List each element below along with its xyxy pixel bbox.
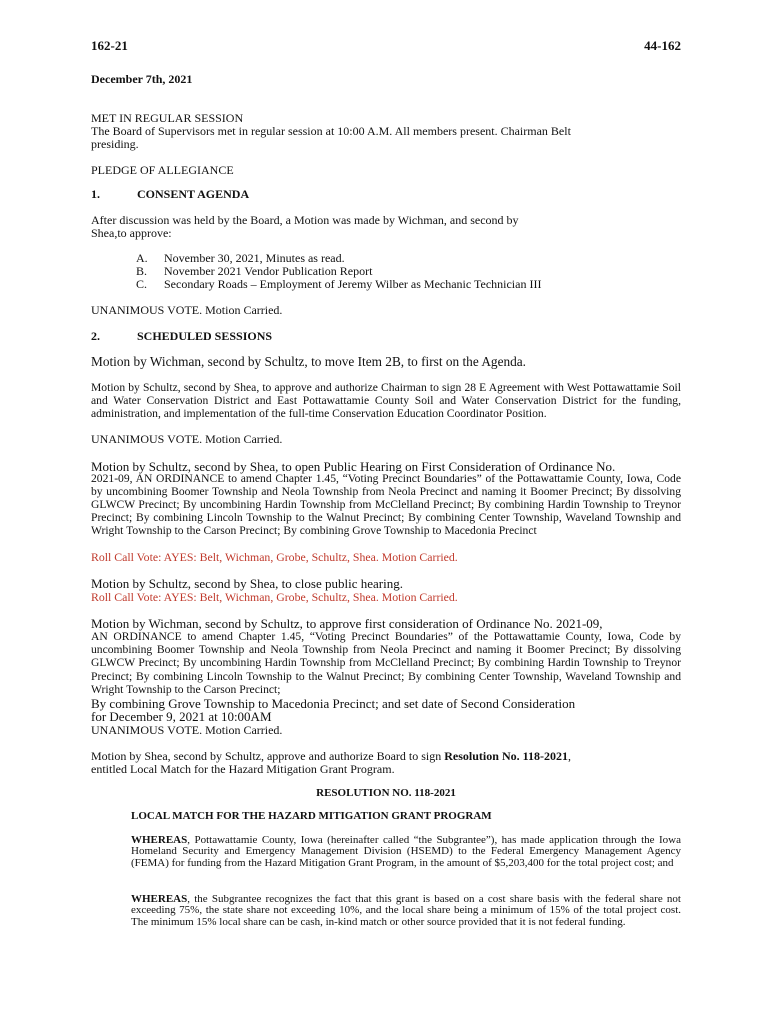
motion-first-consideration-text: AN ORDINANCE to amend Chapter 1.45, “Voting Precinct Boundaries” of the Pottawattamie County, Iowa, Code by uncombining Boomer Township and Neola Township from Neola Precinct and naming it Boomer Precinct; By dissolving GLWCW Precinct; By uncombining Hardin Township from McClelland Precinct; By combining Hardin Township to Treynor Precinct; By combining Lincoln Township to the Walnut Precinct; By combining Center Township, Waveland Township and Wright Township to the Carson Precinct; [91,630,681,696]
resolution-title: RESOLUTION NO. 118-2021 [316,787,456,799]
list-item [136,278,656,291]
motion-open-hearing-line1: Motion by Schultz, second by Shea, to open Public Hearing on First Consideration of Ordinance No. [91,459,616,474]
list-text: Secondary Roads – Employment of Jeremy Wilber as Mechanic Technician III [164,277,542,291]
motion-first-consideration-tail2: for December 9, 2021 at 10:00AM [91,709,272,724]
whereas-text: , Pottawattamie County, Iowa (hereinafter called “the Subgrantee”), has made application through the Iowa Homeland Security and Emergency Management Division (HSEMD) to the Federal Emergency Management Agency (FEMA) for funding from the Hazard Mitigation Grant Program, in the amount of $5,203,400 for the total project cost; and [131,834,681,869]
motion-open-hearing-text: 2021-09, AN ORDINANCE to amend Chapter 1.45, “Voting Precinct Boundaries” of the Pottawattamie County, Iowa, Code by uncombining Boomer Township and Neola Township from Neola Precinct and naming it Boomer Precinct; By dissolving GLWCW Precinct; By uncombining Hardin Township from McClelland Precinct; By combining Hardin Township to Treynor Precinct; By combining Lincoln Township to the Walnut Precinct; By combining Center Township, Waveland Township and Wright Township to the Carson Precinct; By combining Grove Township to Macedonia Precinct [91,472,681,537]
motion-28e-agreement: Motion by Schultz, second by Shea, to approve and authorize Chairman to sign 28 E Agreement with West Pottawattamie Soil and Water Conservation District and East Pottawattamie County Soil and Water Conservation District for the funding, administration, and implementation of the full-time Conservation Education Coordinator Position. [91,381,681,420]
motion-28e-vote: UNANIMOUS VOTE. Motion Carried. [91,432,283,446]
whereas-paragraph-2 [131,894,681,928]
pledge: PLEDGE OF ALLEGIANCE [91,163,234,177]
motion-first-consideration-vote: UNANIMOUS VOTE. Motion Carried. [91,723,283,737]
motion-first-consideration-tail1: By combining Grove Township to Macedonia Precinct; and set date of Second Consideration [91,696,576,711]
meeting-date: December 7th, 2021 [91,72,193,86]
list-text: November 2021 Vendor Publication Report [164,264,373,278]
section1-intro-2: Shea,to approve: [91,226,172,240]
section2-number: 2. [91,329,100,343]
session-text-2: presiding. [91,137,139,151]
motion-move-item: Motion by Wichman, second by Schultz, to move Item 2B, to first on the Agenda. [91,354,526,369]
list-text: November 30, 2021, Minutes as read. [164,251,345,265]
section1-title: CONSENT AGENDA [137,187,250,201]
section2-title: SCHEDULED SESSIONS [137,329,273,343]
header-right: 44-162 [644,38,681,53]
list-letter: A. [136,251,148,265]
motion-resolution-line2: entitled Local Match for the Hazard Mitigation Grant Program. [91,762,395,776]
whereas-paragraph-1 [131,835,681,869]
section1-vote: UNANIMOUS VOTE. Motion Carried. [91,303,283,317]
section2-heading [91,330,681,343]
section1-number: 1. [91,187,100,201]
section1-heading [91,188,681,201]
motion-close-hearing: Motion by Schultz, second by Shea, to close public hearing. [91,576,403,591]
section1-intro-1: After discussion was held by the Board, a Motion was made by Wichman, and second by [91,213,519,227]
motion-close-hearing-vote: Roll Call Vote: AYES: Belt, Wichman, Grobe, Schultz, Shea. Motion Carried. [91,590,458,604]
session-text-1: The Board of Supervisors met in regular session at 10:00 A.M. All members present. Chairman Belt [91,124,571,138]
consent-agenda-list [136,252,656,291]
resolution-subtitle: LOCAL MATCH FOR THE HAZARD MITIGATION GRANT PROGRAM [131,810,492,822]
whereas-text: , the Subgrantee recognizes the fact that this grant is based on a cost share basis with the federal share not exceeding 75%, the state share not exceeding 10%, and the local share being a minimum of 15% of the total project cost. The minimum 15% local share can be cash, in-kind match or other source provided that it is not federal funding. [131,893,681,928]
whereas-label: WHEREAS [131,834,188,846]
header-left: 162-21 [91,38,128,53]
resolution-number-ref: Resolution No. 118-2021 [444,749,568,763]
page-header [91,38,681,54]
motion-open-hearing-vote: Roll Call Vote: AYES: Belt, Wichman, Grobe, Schultz, Shea. Motion Carried. [91,550,458,564]
motion-resolution-pre: Motion by Shea, second by Schultz, approve and authorize Board to sign [91,749,445,763]
motion-resolution-post: , [567,749,571,763]
motion-first-consideration-line1: Motion by Wichman, second by Schultz, to approve first consideration of Ordinance No. 2021-09, [91,616,603,631]
list-letter: C. [136,277,148,291]
whereas-label: WHEREAS [131,893,188,905]
list-letter: B. [136,264,148,278]
session-title: MET IN REGULAR SESSION [91,111,244,125]
